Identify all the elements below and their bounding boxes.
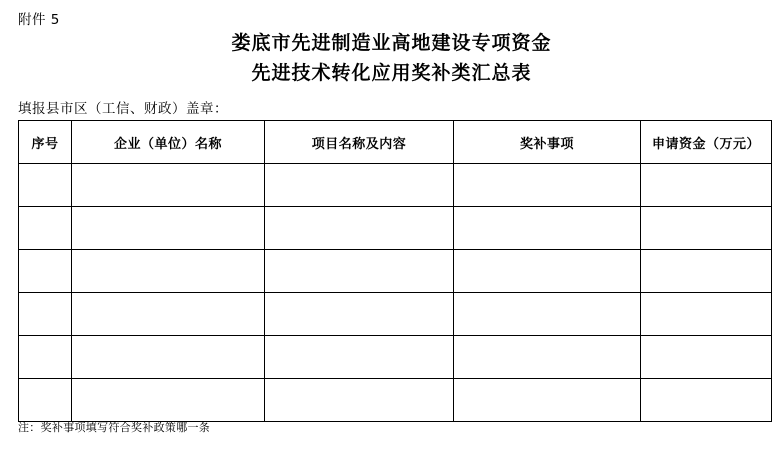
table-row xyxy=(19,250,772,293)
cell-index[interactable] xyxy=(19,164,72,207)
cell-enterprise-name[interactable] xyxy=(72,164,265,207)
cell-enterprise-name[interactable] xyxy=(72,207,265,250)
title-line-1: 娄底市先进制造业高地建设专项资金 xyxy=(231,32,552,54)
column-header-enterprise-name: 企业（单位）名称 xyxy=(72,121,265,164)
cell-index[interactable] xyxy=(19,250,72,293)
cell-index[interactable] xyxy=(19,207,72,250)
column-header-requested-funds: 申请资金（万元） xyxy=(641,121,772,164)
cell-award-item[interactable] xyxy=(454,207,641,250)
table-header-row xyxy=(19,121,772,164)
cell-award-item[interactable] xyxy=(454,164,641,207)
summary-table xyxy=(18,120,772,422)
cell-requested-funds[interactable] xyxy=(641,164,772,207)
table-row xyxy=(19,164,772,207)
cell-index[interactable] xyxy=(19,293,72,336)
page-title xyxy=(0,28,783,88)
column-header-project-name-content: 项目名称及内容 xyxy=(265,121,454,164)
table-row xyxy=(19,207,772,250)
cell-requested-funds[interactable] xyxy=(641,379,772,422)
cell-project-name-content[interactable] xyxy=(265,379,454,422)
cell-award-item[interactable] xyxy=(454,250,641,293)
cell-index[interactable] xyxy=(19,379,72,422)
cell-enterprise-name[interactable] xyxy=(72,379,265,422)
cell-project-name-content[interactable] xyxy=(265,336,454,379)
cell-project-name-content[interactable] xyxy=(265,207,454,250)
table-row xyxy=(19,379,772,422)
cell-enterprise-name[interactable] xyxy=(72,293,265,336)
cell-requested-funds[interactable] xyxy=(641,250,772,293)
table-row xyxy=(19,293,772,336)
cell-enterprise-name[interactable] xyxy=(72,250,265,293)
cell-project-name-content[interactable] xyxy=(265,250,454,293)
table-row xyxy=(19,336,772,379)
attachment-label: 附件 5 xyxy=(18,12,60,28)
cell-index[interactable] xyxy=(19,336,72,379)
cell-requested-funds[interactable] xyxy=(641,207,772,250)
cell-award-item[interactable] xyxy=(454,293,641,336)
column-header-index: 序号 xyxy=(19,121,72,164)
column-header-award-item: 奖补事项 xyxy=(454,121,641,164)
cell-enterprise-name[interactable] xyxy=(72,336,265,379)
summary-table-container xyxy=(18,120,766,422)
cell-project-name-content[interactable] xyxy=(265,293,454,336)
cell-requested-funds[interactable] xyxy=(641,293,772,336)
footnote: 注：奖补事项填写符合奖补政策哪一条 xyxy=(18,421,211,434)
cell-requested-funds[interactable] xyxy=(641,336,772,379)
title-line-2: 先进技术转化应用奖补类汇总表 xyxy=(251,62,532,84)
cell-award-item[interactable] xyxy=(454,379,641,422)
table-body xyxy=(19,164,772,422)
filing-unit-seal-label: 填报县市区（工信、财政）盖章： xyxy=(18,101,228,117)
cell-project-name-content[interactable] xyxy=(265,164,454,207)
cell-award-item[interactable] xyxy=(454,336,641,379)
